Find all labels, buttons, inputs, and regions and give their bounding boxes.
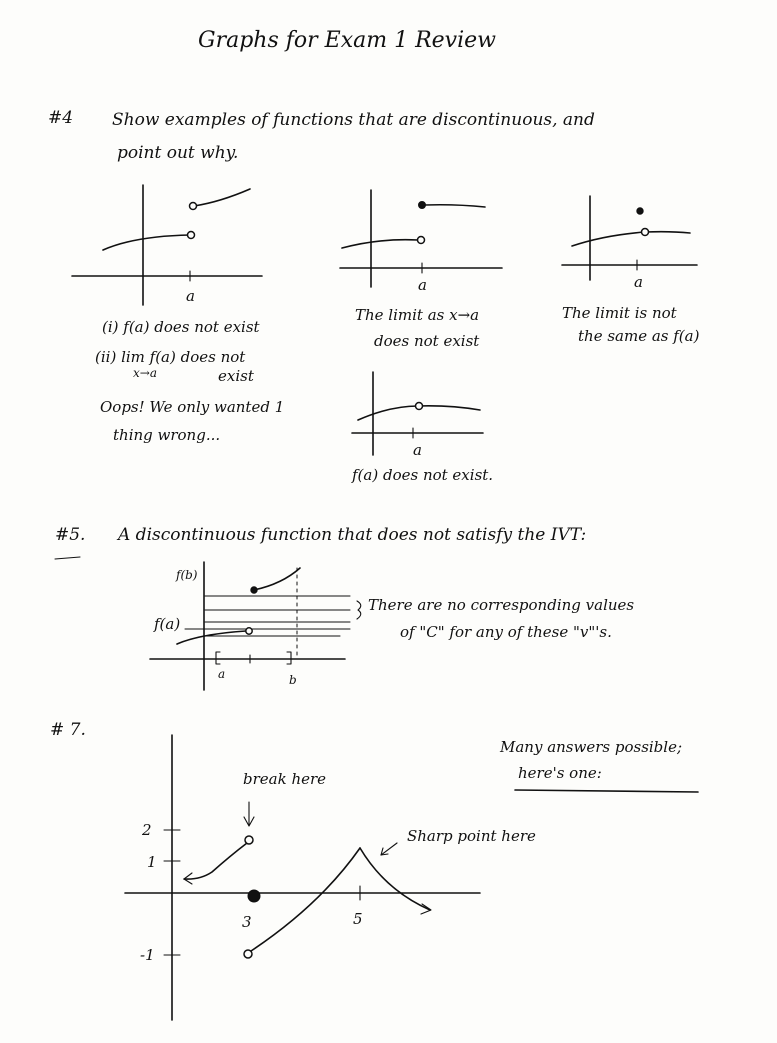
graph-5-label-fa: f(a) — [154, 615, 181, 633]
graph-7-y-tick-neg1-label: -1 — [140, 946, 155, 964]
problem-4-number: #4 — [48, 108, 74, 128]
graph-5-note-line2: of "C" for any of these "v"'s. — [400, 623, 612, 641]
graph-1-note-i: (i) f(a) does not exist — [102, 318, 260, 336]
graph-1-note-ii-end: exist — [218, 367, 254, 385]
graph-5-label-fb: f(b) — [176, 568, 198, 582]
graph-4-caption: f(a) does not exist. — [352, 466, 494, 484]
graph-5-tick-a-label: a — [218, 667, 226, 681]
graph-7-left-branch — [184, 843, 247, 879]
problem-7-note-line2: here's one: — [518, 764, 602, 782]
graph-2-tick-label: a — [418, 276, 427, 294]
graph-5-note-line1: There are no corresponding values — [368, 596, 635, 614]
graph-7-x-tick-3-label: 3 — [242, 913, 252, 931]
graph-7-middle-branch — [251, 848, 360, 951]
graph-4-tick-label: a — [413, 441, 422, 459]
graph-7-open-point-bottom — [244, 950, 252, 958]
graph-7-right-branch — [360, 848, 430, 910]
graph-7-sharp-label: Sharp point here — [407, 827, 536, 845]
problem-7-note-line1: Many answers possible; — [500, 738, 683, 756]
graph-7-open-point-top — [245, 836, 253, 844]
graph-7-y-tick-2-label: 2 — [142, 821, 152, 839]
graph-3-caption-line1: The limit is not — [562, 304, 677, 322]
graph-7-break-label: break here — [243, 770, 327, 788]
graph-7-x-tick-5-label: 5 — [353, 910, 363, 928]
graph-1-tick-label: a — [186, 287, 195, 305]
graph-1-note-ii-subscript: x→a — [133, 366, 157, 380]
graph-7-sharp-arrow — [381, 843, 397, 855]
graph-7-closed-point — [248, 890, 260, 902]
problem-7-note-underline — [515, 790, 698, 792]
problem-7-number: # 7. — [50, 720, 86, 740]
problem-4-prompt-line2: point out why. — [117, 143, 239, 163]
graph-1-note-ii: (ii) lim f(a) does not — [95, 348, 246, 366]
graph-7-y-tick-1-label: 1 — [147, 853, 157, 871]
graph-1-oops-line2: thing wrong... — [113, 426, 221, 444]
graph-3-caption-line2: the same as f(a) — [578, 327, 700, 345]
problem-4-prompt-line1: Show examples of functions that are discontinuous, and — [112, 110, 595, 130]
problem-5-prompt: A discontinuous function that does not satisfy the IVT: — [118, 525, 587, 545]
graph-5-tick-b-label: b — [289, 673, 297, 687]
graph-3-tick-label: a — [634, 273, 643, 291]
page-title: Graphs for Exam 1 Review — [198, 28, 496, 53]
graph-2-caption-line1: The limit as x→a — [355, 306, 480, 324]
graph-1-oops-line1: Oops! We only wanted 1 — [100, 398, 285, 416]
problem-5-number: #5. — [55, 525, 86, 545]
graph-2-caption-line2: does not exist — [374, 332, 480, 350]
